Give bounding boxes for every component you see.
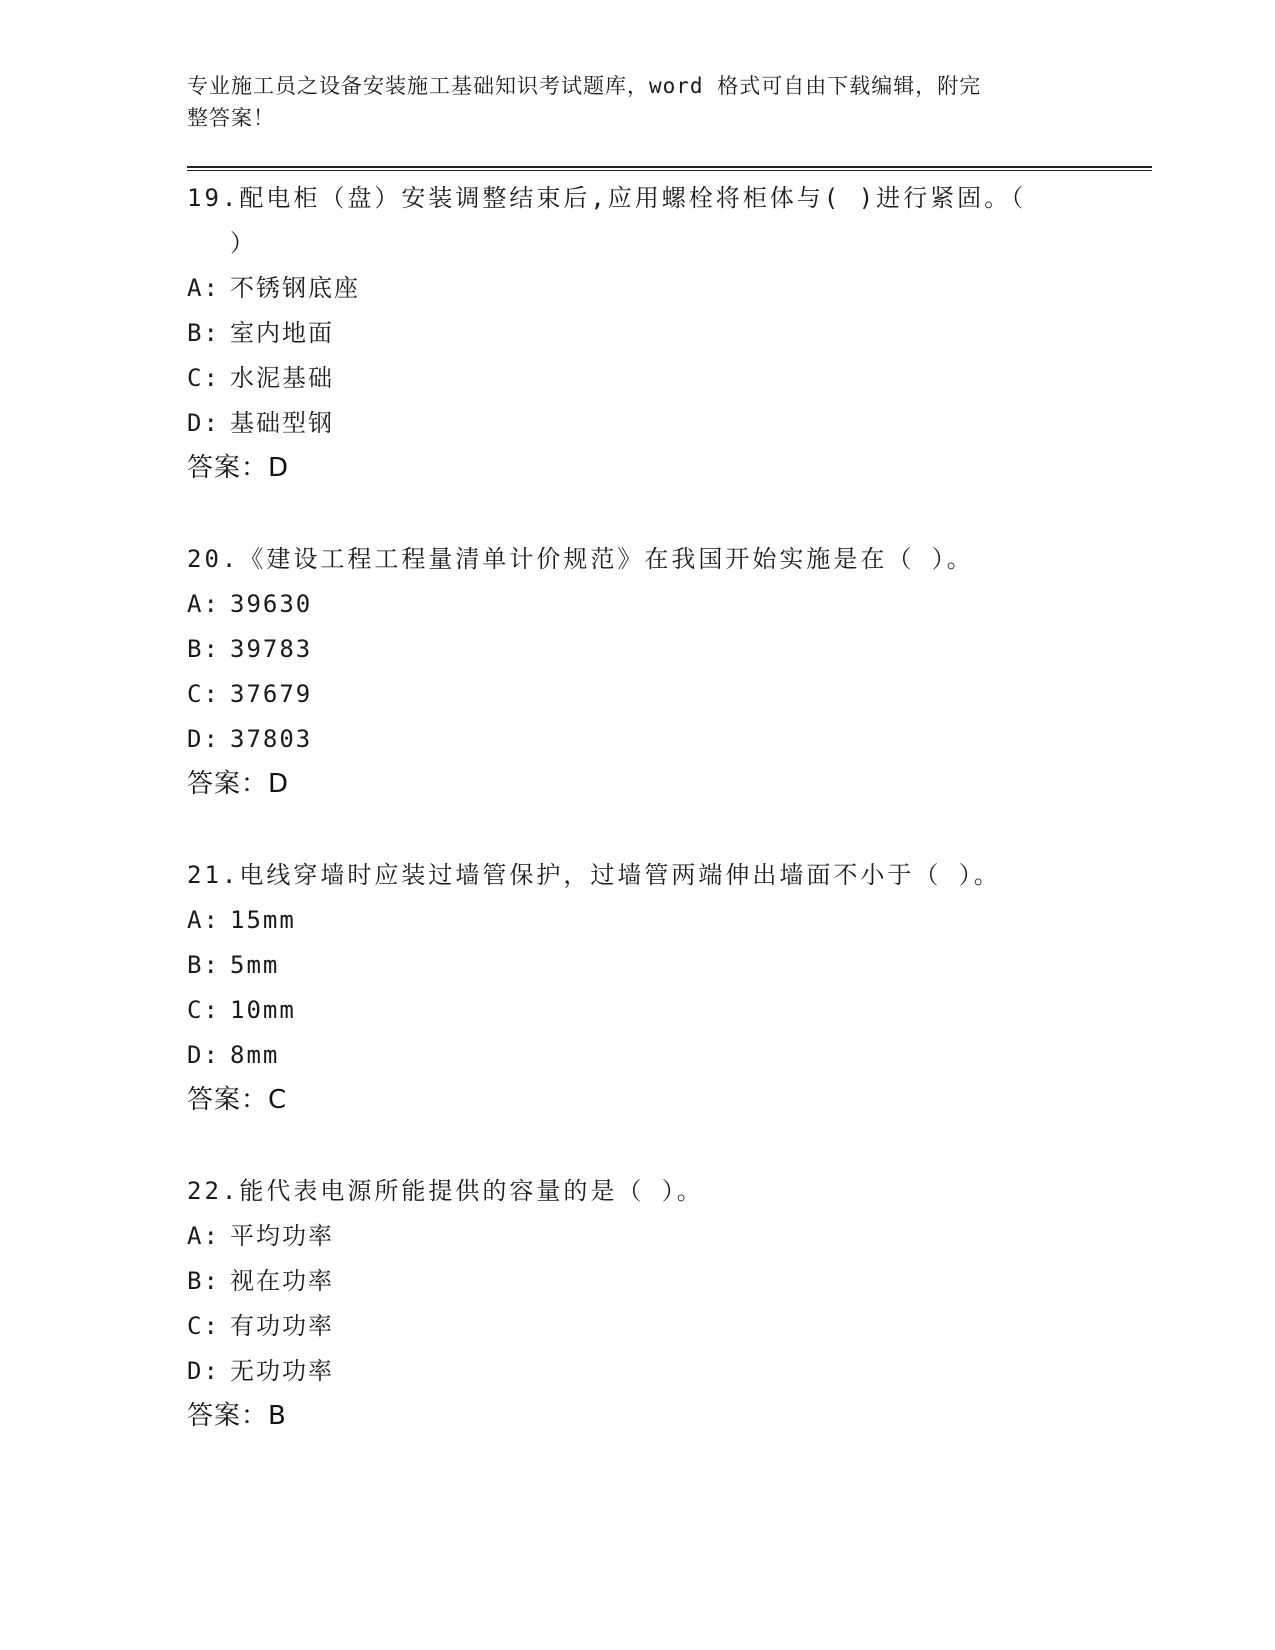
option-text: 基础型钢 [230,409,334,437]
option-letter: B: [187,319,220,347]
option-text: 平均功率 [230,1222,334,1250]
option-c [187,1304,1152,1349]
question-22 [187,1169,1152,1439]
question-stem: 21.电线穿墙时应装过墙管保护，过墙管两端伸出墙面不小于（ ）。 [187,861,1001,889]
option-c [187,356,1152,401]
option-c [187,672,1152,717]
option-letter: A: [187,1222,220,1250]
option-text: 不锈钢底座 [230,274,360,302]
option-c [187,988,1152,1033]
option-letter: A: [187,590,220,618]
option-text: 39630 [230,590,313,618]
option-text: 8mm [230,1041,280,1069]
option-a [187,266,1152,311]
question-stem: 22.能代表电源所能提供的容量的是（ ）。 [187,1177,704,1205]
option-text: 无功功率 [230,1357,334,1385]
option-b [187,943,1152,988]
option-letter: B: [187,951,220,979]
option-text: 37803 [230,725,313,753]
option-a [187,1214,1152,1259]
option-letter: D: [187,1357,220,1385]
option-text: 15mm [230,906,296,934]
option-b [187,1259,1152,1304]
question-stem: 19.配电柜（盘）安装调整结束后,应用螺栓将柜体与( )进行紧固。（ [187,184,1027,212]
document-page [187,70,1152,1439]
option-text: 视在功率 [230,1267,334,1295]
option-text: 5mm [230,951,280,979]
question-20 [187,537,1152,807]
option-b [187,627,1152,672]
option-text: 有功功率 [230,1312,334,1340]
question-21 [187,853,1152,1123]
option-d [187,1349,1152,1394]
option-b [187,311,1152,356]
option-a [187,898,1152,943]
option-text: 37679 [230,680,313,708]
option-letter: C: [187,364,220,392]
question-stem-continued: ） [230,229,257,257]
option-letter: C: [187,680,220,708]
header-line-1: 专业施工员之设备安装施工基础知识考试题库，word 格式可自由下载编辑，附完 [187,74,982,98]
option-d [187,717,1152,762]
document-header [187,70,1067,134]
option-text: 10mm [230,996,296,1024]
header-line-2: 整答案！ [187,106,275,130]
header-divider [187,166,1152,171]
option-text: 室内地面 [230,319,334,347]
option-letter: A: [187,274,220,302]
option-letter: C: [187,996,220,1024]
answer-line: 答案：D [187,769,290,799]
option-d [187,1033,1152,1078]
option-text: 水泥基础 [230,364,334,392]
answer-line: 答案：C [187,1085,288,1115]
option-a [187,582,1152,627]
question-19 [187,176,1152,491]
question-stem: 20.《建设工程工程量清单计价规范》在我国开始实施是在（ ）。 [187,545,974,573]
answer-line: 答案：D [187,453,290,483]
option-letter: D: [187,409,220,437]
option-text: 39783 [230,635,313,663]
option-d [187,401,1152,446]
option-letter: D: [187,725,220,753]
option-letter: D: [187,1041,220,1069]
spacer [187,1123,1152,1169]
option-letter: C: [187,1312,220,1340]
spacer [187,491,1152,537]
option-letter: B: [187,1267,220,1295]
spacer [187,807,1152,853]
answer-line: 答案：B [187,1401,287,1431]
option-letter: B: [187,635,220,663]
option-letter: A: [187,906,220,934]
